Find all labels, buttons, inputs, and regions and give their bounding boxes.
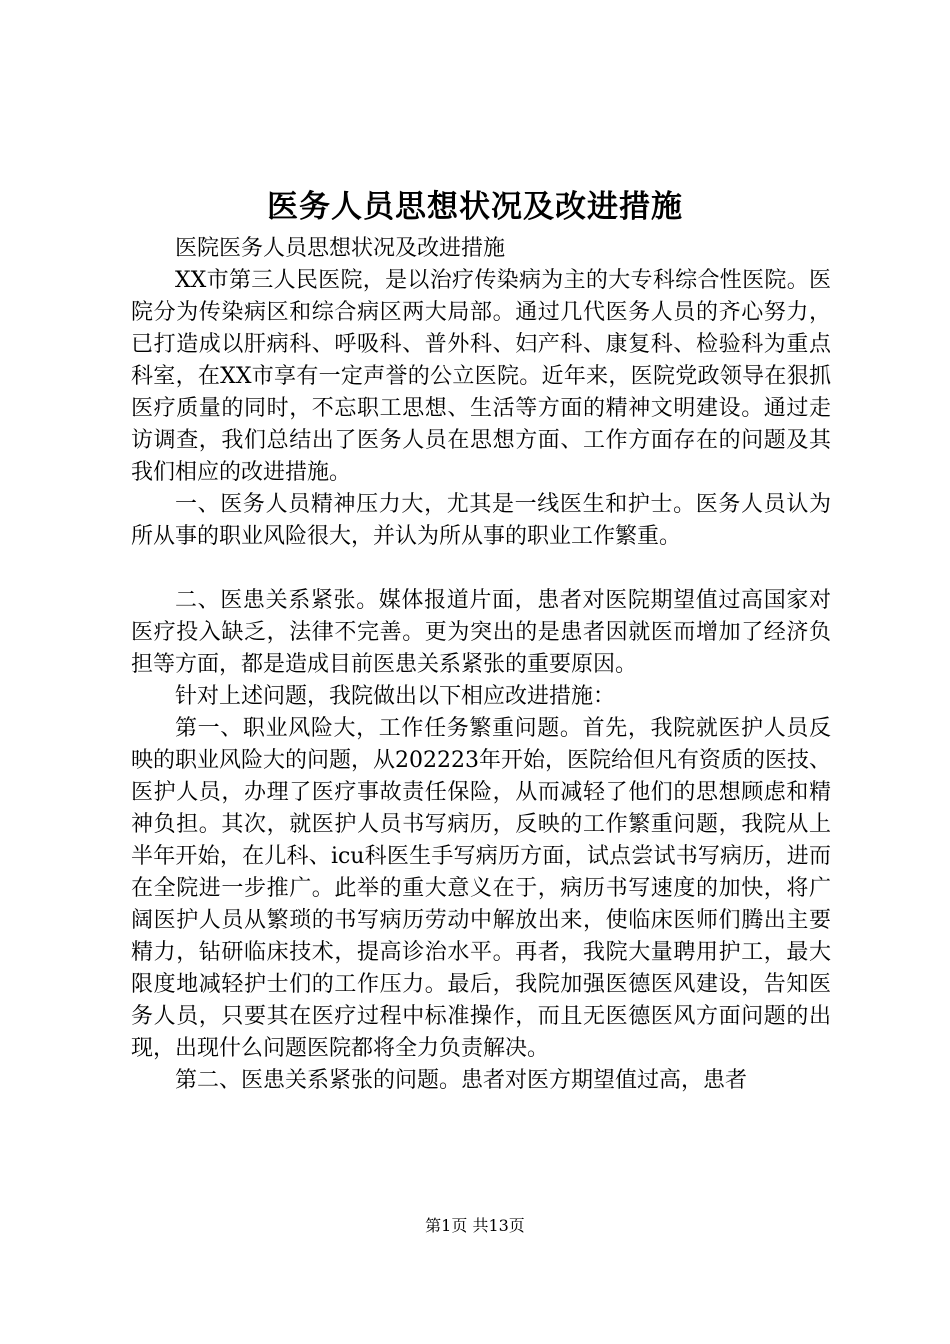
- paragraph-subtitle: 医院医务人员思想状况及改进措施: [175, 236, 506, 261]
- page-number-footer: 第1页 共13页: [425, 1216, 525, 1235]
- paragraph-measure-two: 第二、医患关系紧张的问题。患者对医方期望值过高，患者: [175, 1068, 748, 1093]
- document-body: [131, 233, 831, 1097]
- paragraph-issue-one: 一、医务人员精神压力大，尤其是一线医生和护士。医务人员认为所从事的职业风险很大，并认为所从事的职业工作繁重。: [131, 492, 831, 549]
- paragraph-measure-one: 第一、职业风险大，工作任务繁重问题。首先，我院就医护人员反映的职业风险大的问题，从202223年开始，医院给但凡有资质的医技、医护人员，办理了医疗事故责任保险，从而减轻了他们的思想顾虑和精神负担。其次，就医护人员书写病历，反映的工作繁重问题，我院从上半年开始，在儿科、icu科医生手写病历方面，试点尝试书写病历，进而在全院进一步推广。此举的重大意义在于，病历书写速度的加快，将广阔医护人员从繁琐的书写病历劳动中解放出来，使临床医师们腾出主要精力，钻研临床技术，提高诊治水平。再者，我院大量聘用护工，最大限度地减轻护士们的工作压力。最后，我院加强医德医风建设，告知医务人员，只要其在医疗过程中标准操作，而且无医德医风方面问题的出现，出现什么问题医院都将全力负责解决。: [131, 716, 831, 1061]
- document-title: 医务人员思想状况及改进措施: [267, 189, 683, 225]
- paragraph-intro: XX市第三人民医院，是以治疗传染病为主的大专科综合性医院。医院分为传染病区和综合病区两大局部。通过几代医务人员的齐心努力，已打造成以肝病科、呼吸科、普外科、妇产科、康复科、检验科为重点科室，在XX市享有一定声誉的公立医院。近年来，医院党政领导在狠抓医疗质量的同时，不忘职工思想、生活等方面的精神文明建设。通过走访调查，我们总结出了医务人员在思想方面、工作方面存在的问题及其我们相应的改进措施。: [131, 268, 831, 485]
- paragraph-measures-intro: 针对上述问题，我院做出以下相应改进措施：: [175, 684, 616, 709]
- paragraph-issue-two: 二、医患关系紧张。媒体报道片面，患者对医院期望值过高国家对医疗投入缺乏，法律不完善。更为突出的是患者因就医而增加了经济负担等方面，都是造成目前医患关系紧张的重要原因。: [131, 588, 831, 677]
